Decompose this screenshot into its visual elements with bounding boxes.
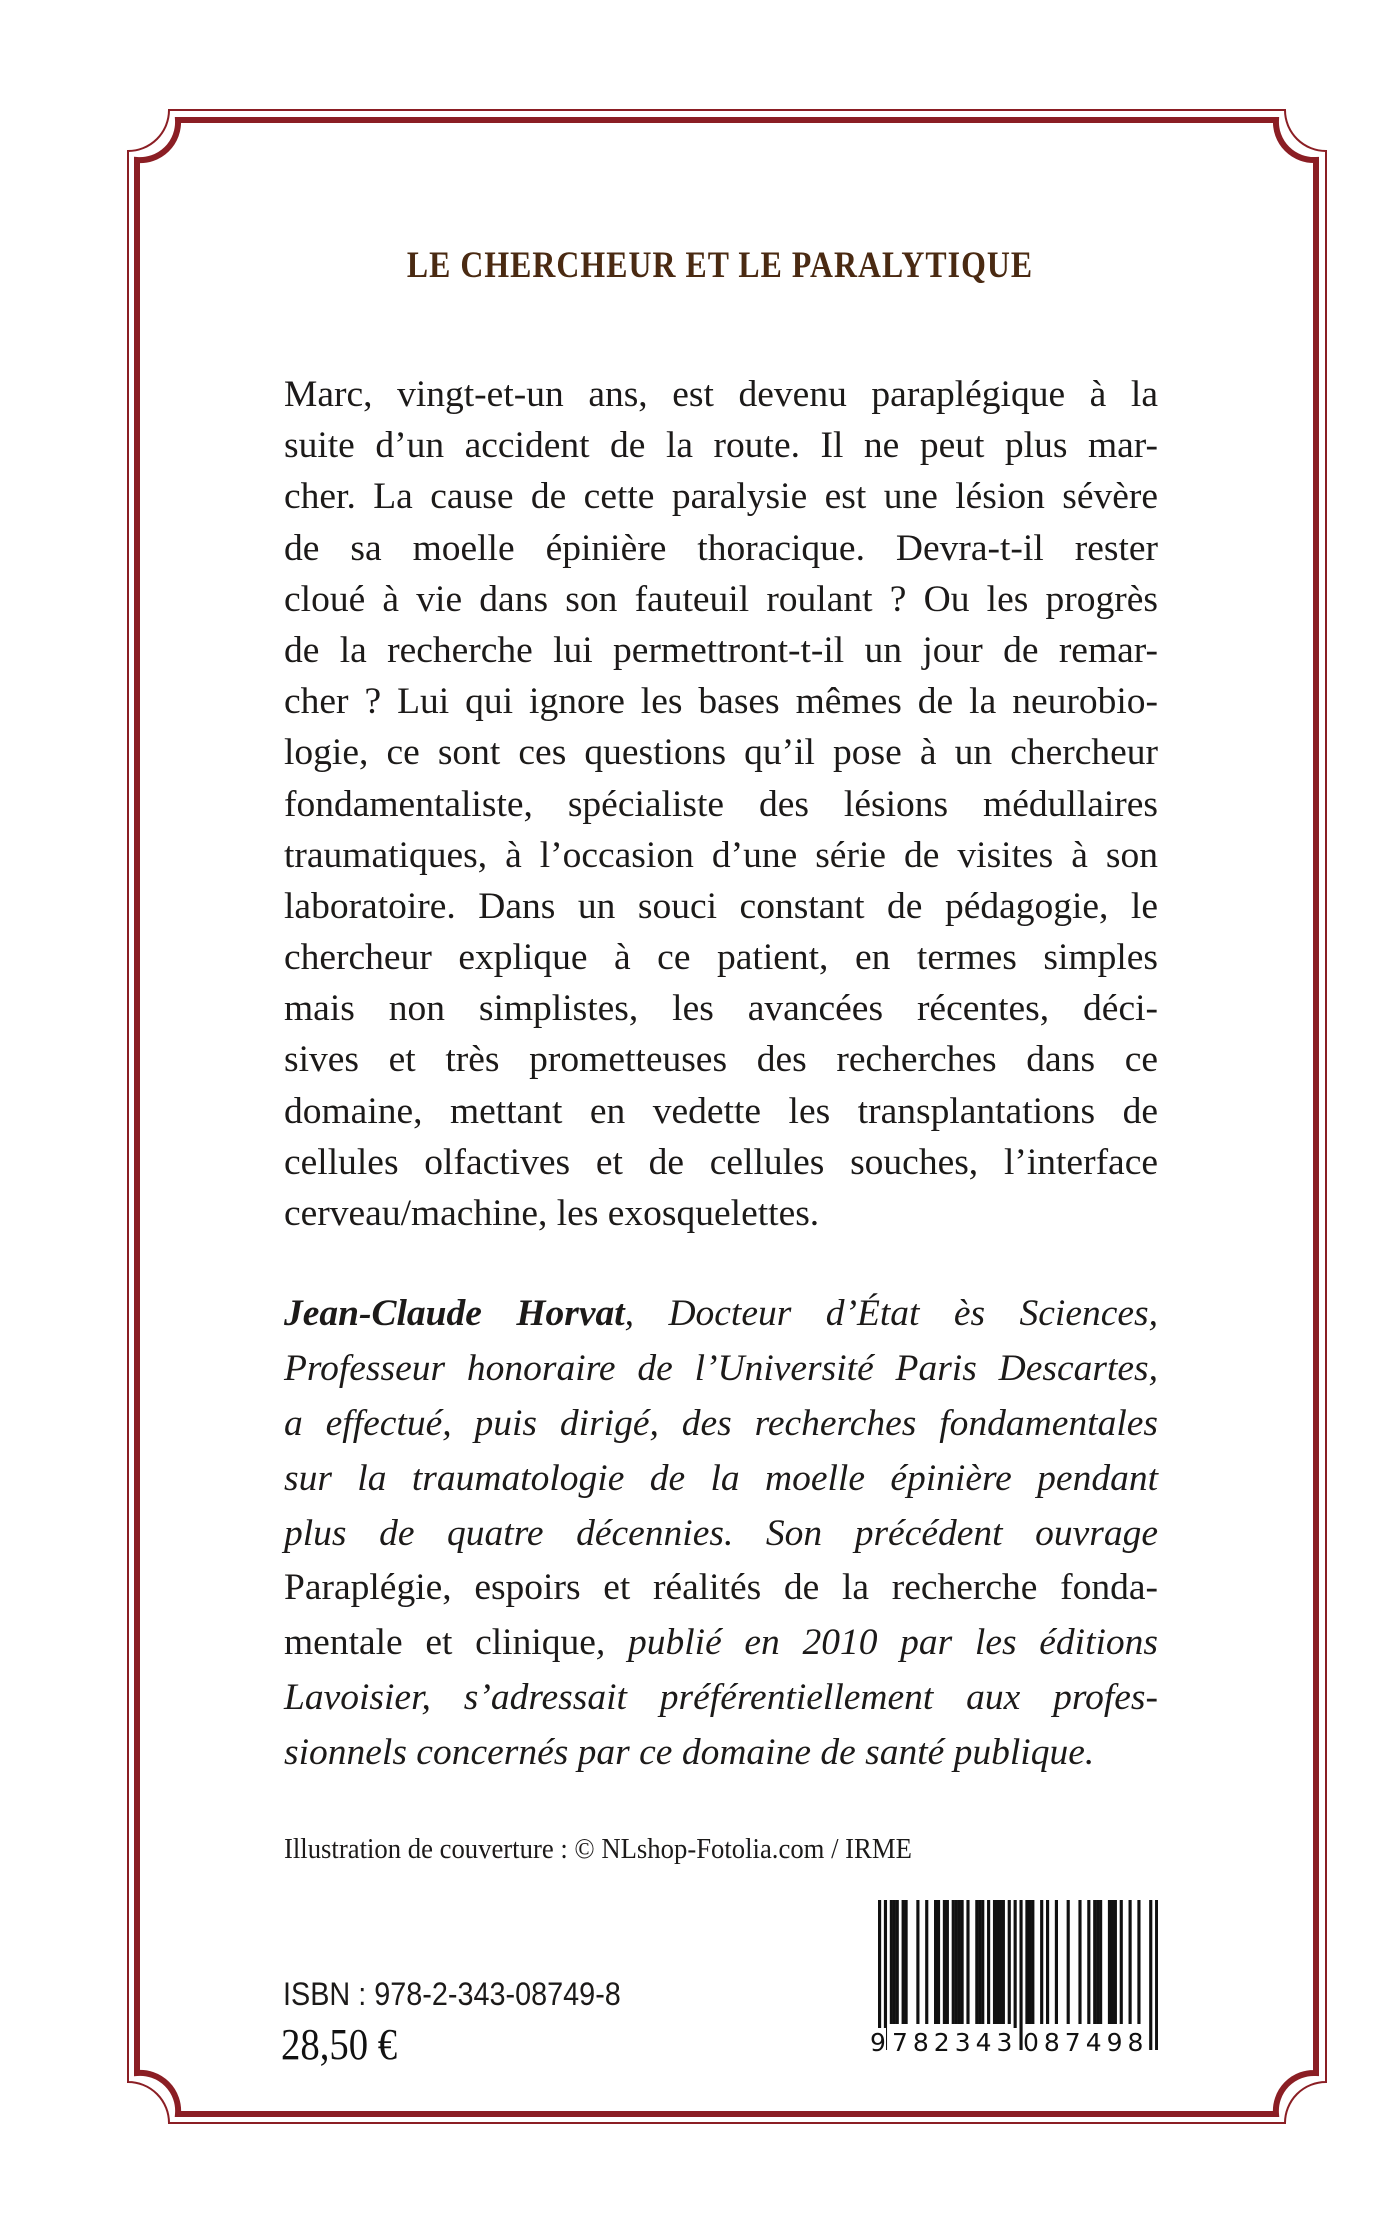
barcode-bar	[1046, 1900, 1049, 2024]
barcode-bar	[966, 1900, 969, 2024]
barcode-bar	[958, 1900, 961, 2024]
barcode-bar	[890, 1900, 893, 2024]
barcode-bar	[925, 1900, 928, 2024]
summary-line: suite d’un accident de la route. Il ne peut plus mar-	[284, 425, 1158, 467]
barcode-bar	[937, 1900, 940, 2024]
author-bio-line: sionnels concernés par ce domaine de santé publique.	[284, 1732, 1095, 1774]
barcode-bar	[1040, 1900, 1043, 2024]
summary-line: chercheur explique à ce patient, en termes simples	[284, 937, 1158, 979]
barcode-bar	[902, 1900, 905, 2024]
summary-line: cellules olfactives et de cellules souches, l’interface	[284, 1141, 1158, 1183]
barcode-bar	[1099, 1900, 1102, 2024]
barcode-bar	[1129, 1900, 1132, 2024]
barcode-bar	[1096, 1900, 1099, 2024]
summary-line: cerveau/machine, les exosquelettes.	[284, 1193, 820, 1234]
barcode-bar	[978, 1900, 981, 2024]
barcode-digits-left: 782343	[892, 2028, 1018, 2057]
barcode-bar	[1008, 1900, 1011, 2024]
summary-line: sives et très prometteuses des recherches dans ce	[284, 1039, 1158, 1081]
barcode-bar	[987, 1900, 990, 2024]
summary-line: logie, ce sont ces questions qu’il pose à un chercheur	[284, 732, 1158, 774]
author-bio	[284, 1292, 1158, 1786]
barcode	[870, 1900, 1158, 2065]
author-bio-line: Lavoisier, s’adressait préférentiellement aux profes-	[284, 1677, 1158, 1719]
barcode-bar	[1114, 1900, 1117, 2024]
barcode-bar	[1111, 1900, 1114, 2024]
book-title: LE CHERCHEUR ET LE PARALYTIQUE	[406, 245, 1034, 286]
barcode-bar	[996, 1900, 999, 2024]
summary-line: de la recherche lui permettront-t-il un jour de remar-	[284, 629, 1158, 671]
barcode-bar	[1025, 1900, 1028, 2024]
barcode-bar	[1093, 1900, 1096, 2024]
previous-book-title-end: mentale et clinique	[284, 1622, 596, 1664]
barcode-digit-first: 9	[870, 2028, 886, 2057]
author-bio-line: Professeur honoraire de l’Université Paris Descartes,	[284, 1347, 1158, 1389]
isbn: ISBN : 978-2-343-08749-8	[283, 1976, 621, 2012]
summary-line: traumatiques, à l’occasion d’une série de visites à son	[284, 834, 1158, 876]
barcode-bar	[1120, 1900, 1123, 2024]
price: 28,50 €	[281, 2020, 398, 2069]
barcode-bar	[999, 1900, 1002, 2024]
barcode-bar	[893, 1900, 896, 2024]
barcode-bar	[943, 1900, 946, 2024]
author-name: Jean-Claude Horvat	[284, 1293, 625, 1334]
barcode-bar	[981, 1900, 984, 2024]
barcode-bar	[952, 1900, 955, 2024]
barcode-bar	[946, 1900, 949, 2024]
barcode-bar	[1028, 1900, 1031, 2024]
barcode-bar	[905, 1900, 908, 2024]
author-bio-line: sur la traumatologie de la moelle épinière pendant	[284, 1457, 1158, 1499]
author-bio-line: plus de quatre décennies. Son précédent ouvrage	[284, 1512, 1158, 1554]
previous-book-title: Paraplégie, espoirs et réalités de la recherche fonda-	[284, 1567, 1158, 1609]
barcode-bar	[1108, 1900, 1111, 2024]
barcode-bar	[1002, 1900, 1005, 2024]
barcode-bar	[961, 1900, 964, 2024]
illustration-credit: Illustration de couverture : © NLshop-Fotolia.com / IRME	[284, 1833, 912, 1865]
barcode-bar	[1031, 1900, 1034, 2024]
summary-line: de sa moelle épinière thoracique. Devra-t-il rester	[284, 527, 1158, 569]
summary-line: domaine, mettant en vedette les transplantations de	[284, 1090, 1158, 1132]
barcode-bar	[1055, 1900, 1058, 2024]
author-bio-line: mentale et clinique, publié en 2010 par les éditions	[284, 1622, 1159, 1664]
summary-line: cher ? Lui qui ignore les bases mêmes de la neurobio-	[284, 681, 1158, 723]
barcode-bar	[896, 1900, 899, 2024]
barcode-bar	[993, 1900, 996, 2024]
barcode-bar	[1087, 1900, 1090, 2024]
barcode-bar	[916, 1900, 919, 2024]
summary-line: cher. La cause de cette paralysie est une lésion sévère	[284, 476, 1158, 518]
barcode-bar	[934, 1900, 937, 2024]
barcode-digits-right: 087498	[1023, 2028, 1149, 2057]
barcode-bar	[1067, 1900, 1070, 2024]
summary-line: laboratoire. Dans un souci constant de pédagogie, le	[284, 885, 1158, 927]
barcode-bar	[1137, 1900, 1140, 2024]
book-summary	[284, 373, 1158, 1243]
author-bio-line: a effectué, puis dirigé, des recherches fondamentales	[284, 1402, 1158, 1444]
summary-line: mais non simplistes, les avancées récentes, déci-	[284, 988, 1158, 1030]
author-bio-line: Jean-Claude Horvat, Docteur d’État ès Sciences,	[284, 1293, 1158, 1334]
barcode-bar	[955, 1900, 958, 2024]
barcode-digits	[870, 2028, 1158, 2058]
summary-line: cloué à vie dans son fauteuil roulant ? Ou les progrès	[284, 578, 1158, 620]
barcode-bar	[1078, 1900, 1081, 2024]
barcode-bar	[975, 1900, 978, 2024]
summary-line: fondamentaliste, spécialiste des lésions médullaires	[284, 783, 1158, 825]
summary-line: Marc, vingt-et-un ans, est devenu paraplégique à la	[284, 374, 1158, 415]
